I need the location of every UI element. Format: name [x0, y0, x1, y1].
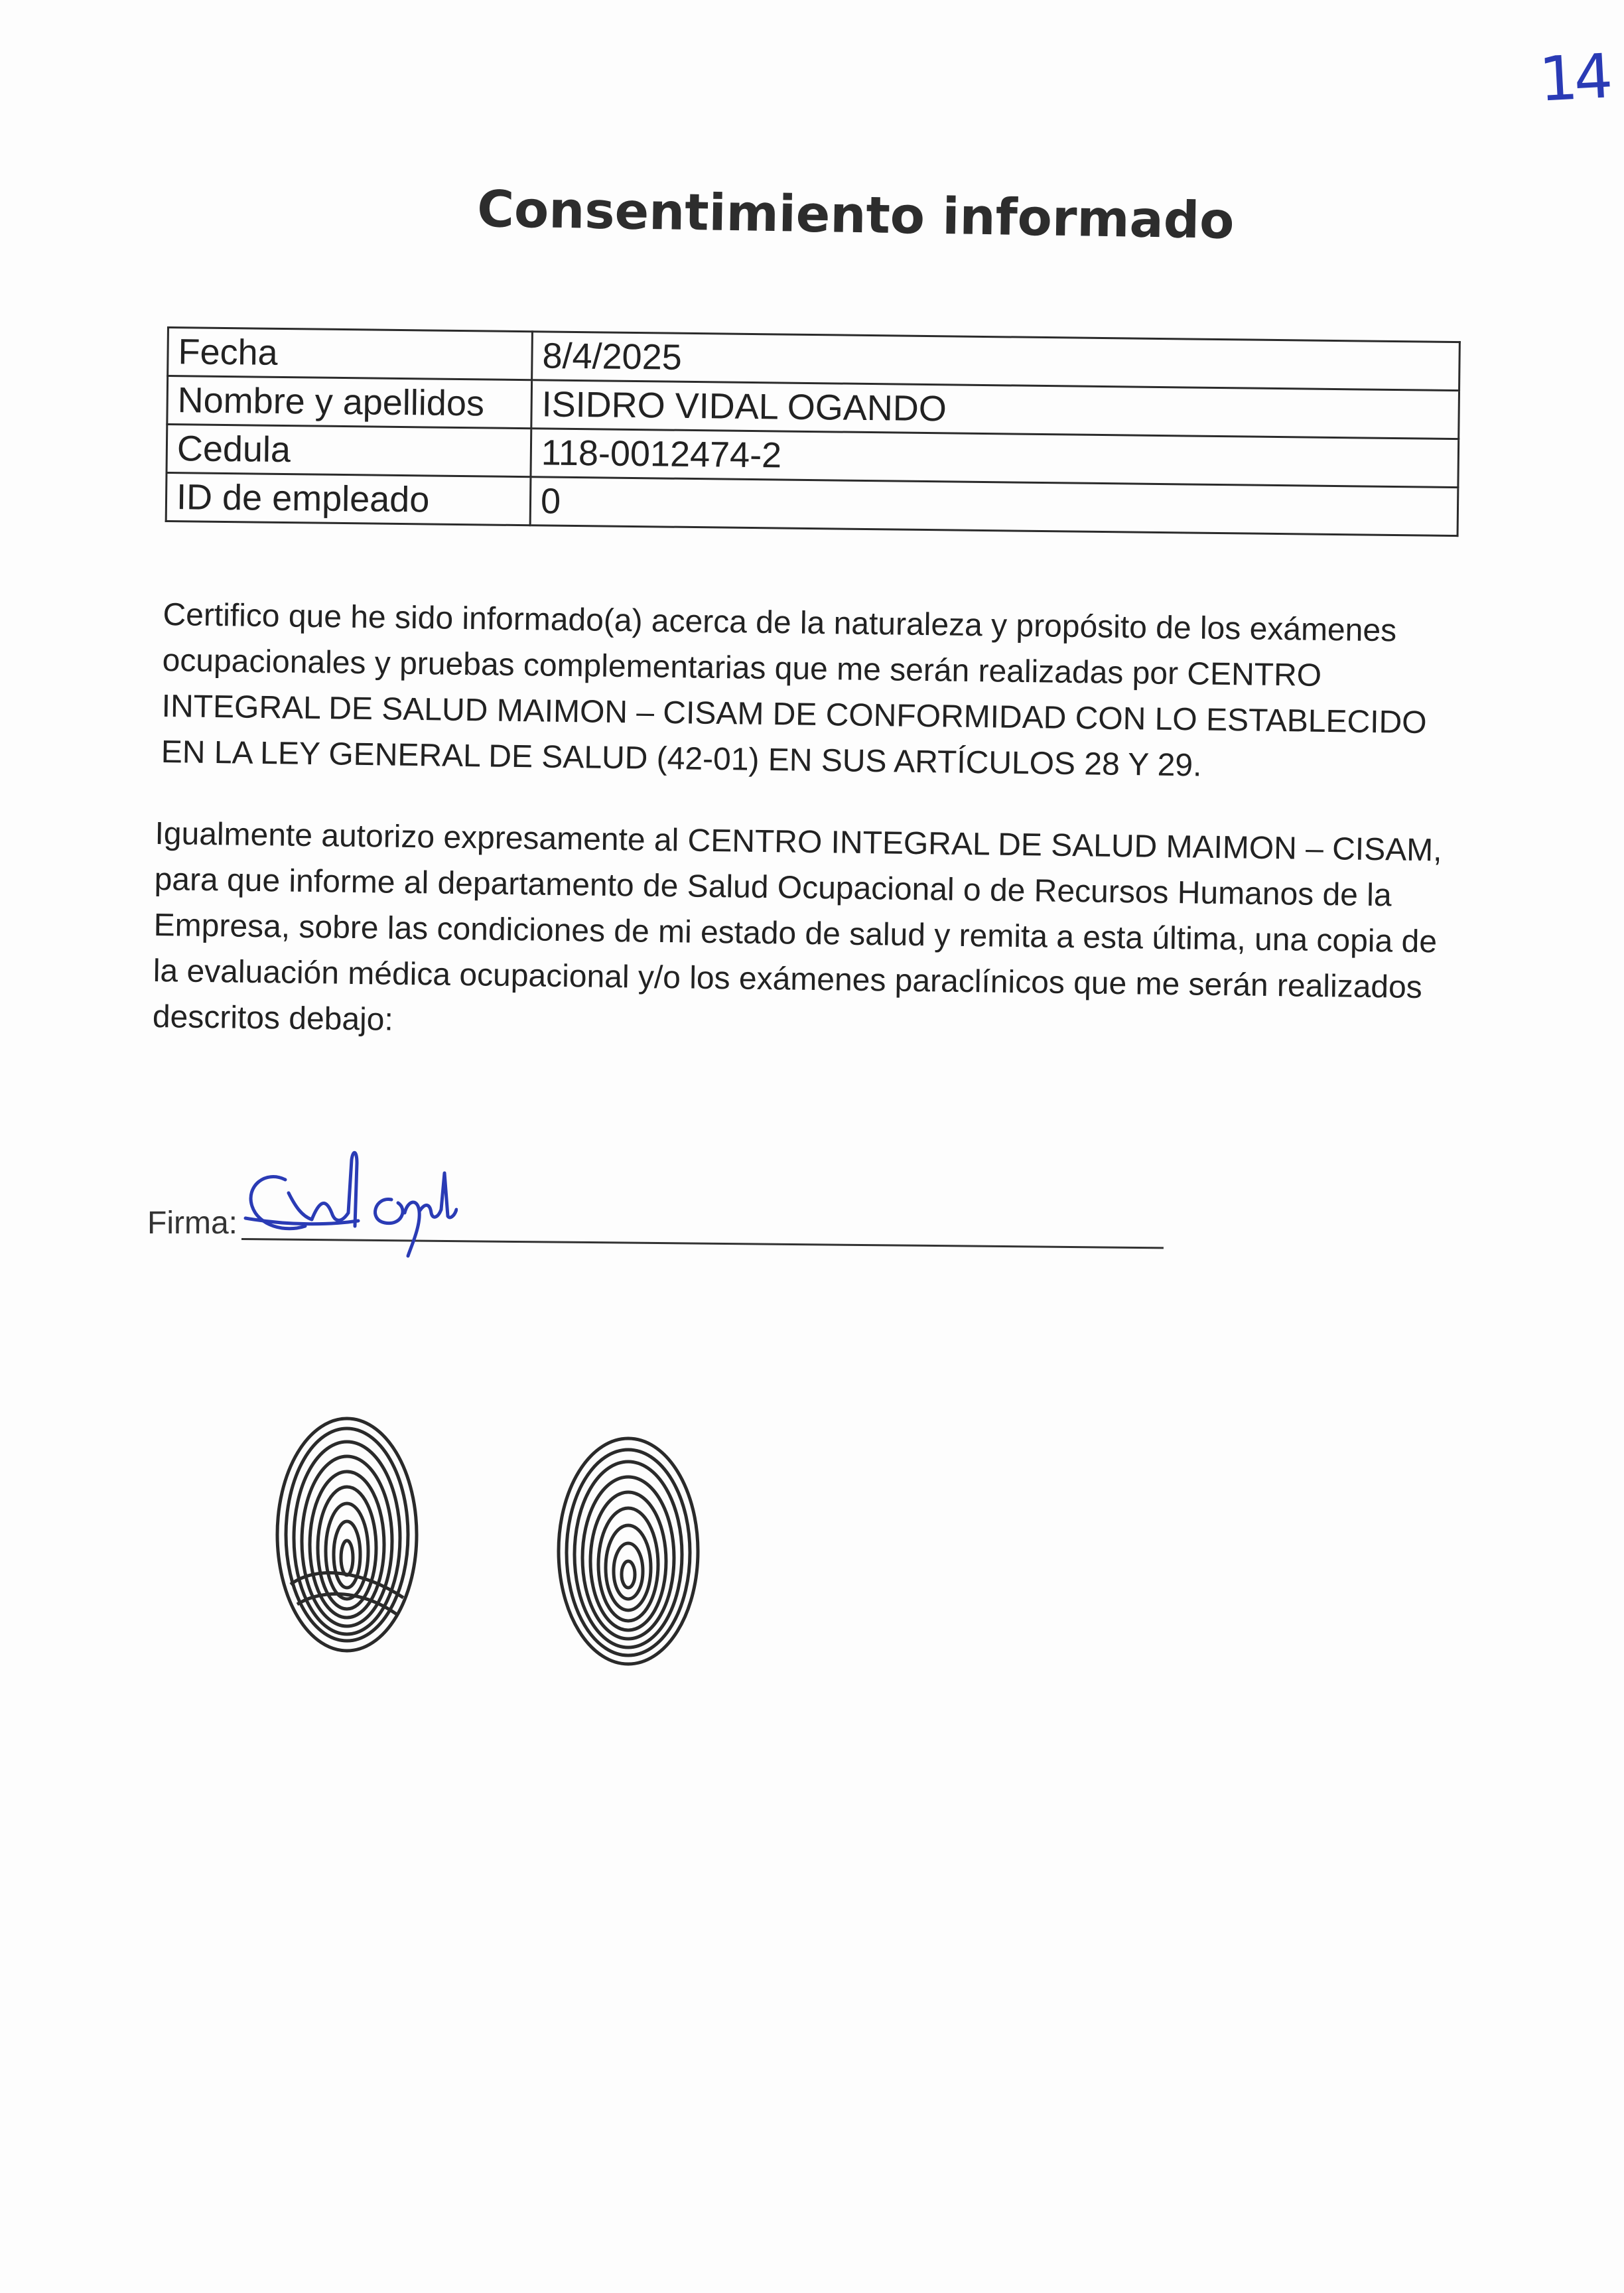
cedula-label: Cedula — [167, 425, 531, 477]
nombre-label: Nombre y apellidos — [167, 376, 532, 429]
info-table — [165, 326, 1461, 537]
id-empleado-label: ID de empleado — [166, 473, 531, 525]
nombre-value: ISIDRO VIDAL OGANDO — [531, 380, 1459, 439]
fingerprint-left — [271, 1412, 423, 1657]
consent-paragraph-2: Igualmente autorizo expresamente al CENTRO INTEGRAL DE SALUD MAIMON – CISAM, para que informe al departamento de Salud Ocupacional o de Recursos Humanos de la Empresa, sobre las condiciones de mi estado de salud y remita a esta última, una copia de la evaluación médica ocupacional y/o los exámenes paraclínicos que me serán realizados descritos debajo: — [152, 815, 1442, 1038]
fecha-value: 8/4/2025 — [532, 332, 1460, 391]
cedula-value: 118-0012474-2 — [531, 429, 1459, 488]
fecha-label: Fecha — [168, 328, 533, 380]
signature-image — [239, 1133, 458, 1259]
signature-label: Firma: — [147, 1206, 237, 1241]
id-empleado-value: 0 — [530, 477, 1458, 536]
consent-paragraph-1: Certifico que he sido informado(a) acerca de la naturaleza y propósito de los exámenes ocupacionales y pruebas complementarias que me serán realizadas por CENTRO INTEGRAL DE SALUD MAIMON – CISAM DE CONFORMIDAD CON LO ESTABLECIDO EN LA LEY GENERAL DE SALUD (42-01) EN SUS ARTÍCULOS 28 Y 29. — [161, 596, 1427, 784]
page-number: 14 — [1537, 40, 1611, 115]
fingerprint-right — [552, 1432, 705, 1671]
document-title: Consentimiento informado — [476, 179, 1235, 250]
